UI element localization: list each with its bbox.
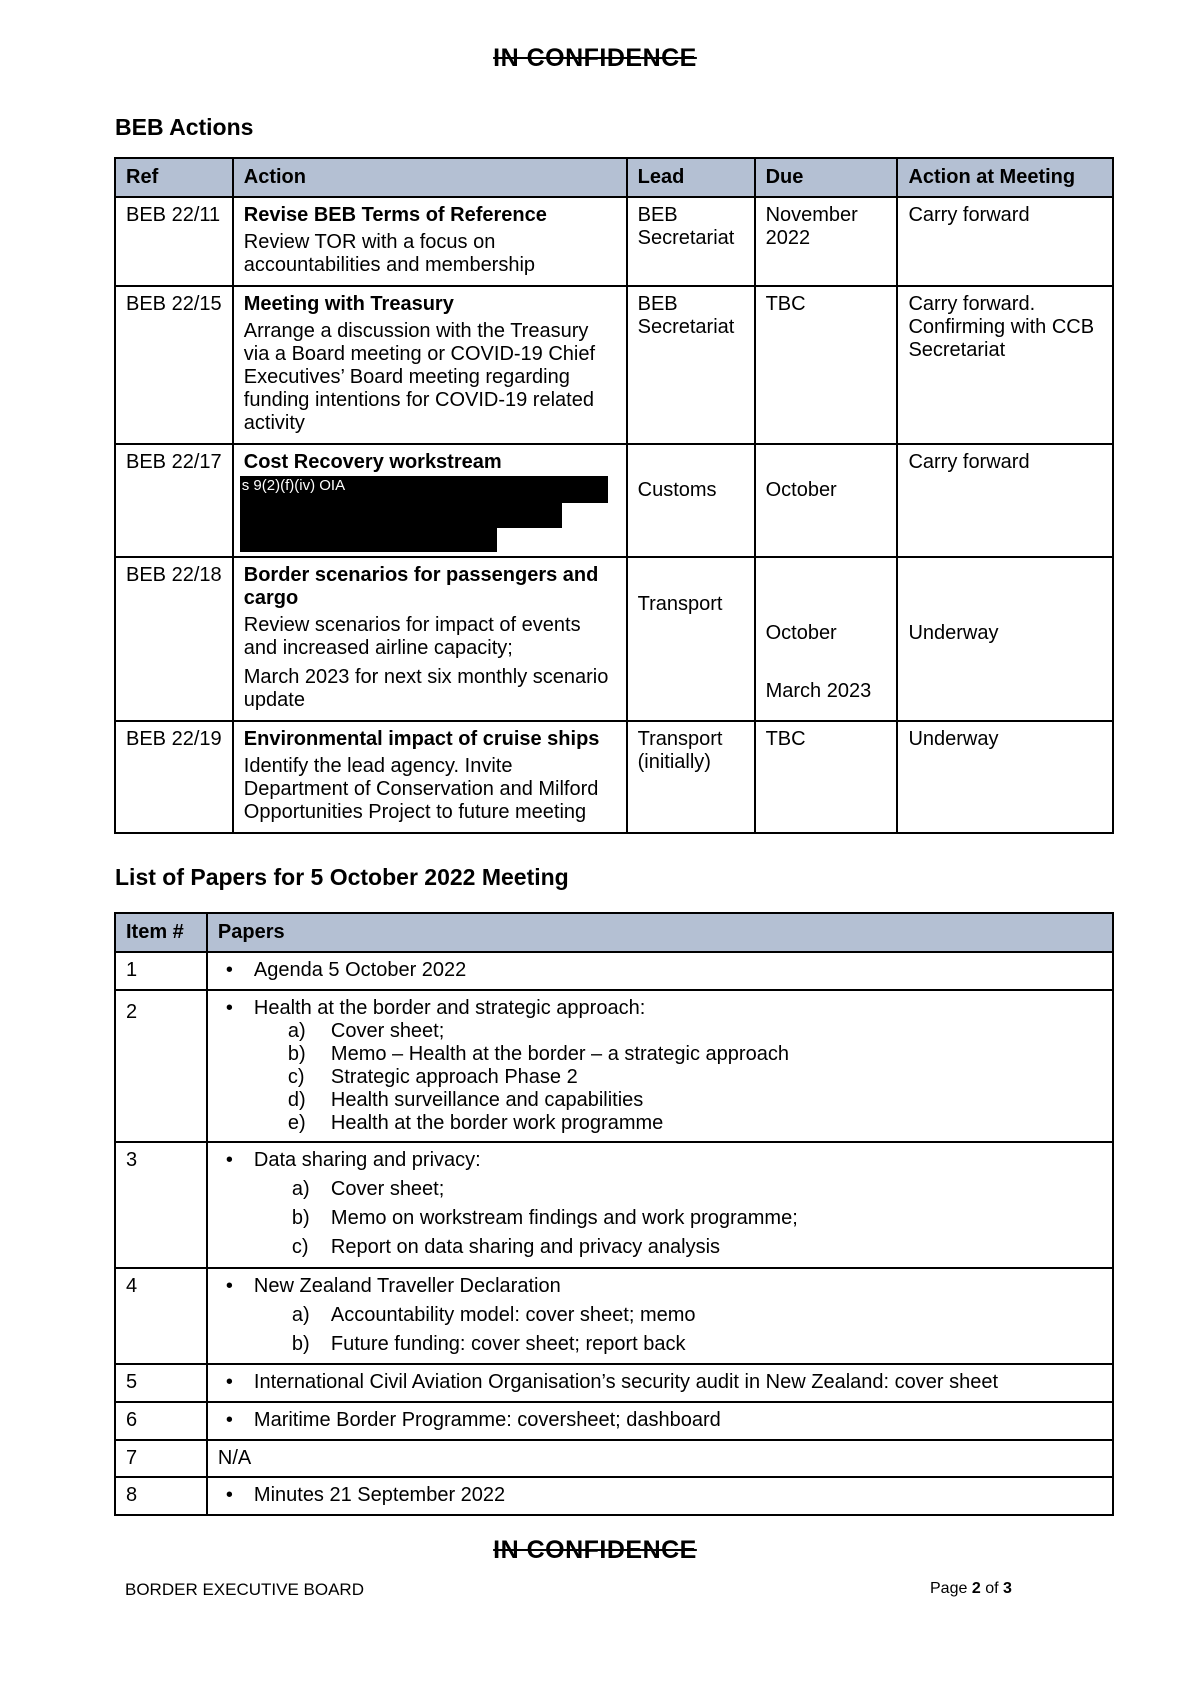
sub-item: b) Memo – Health at the border – a strategic approach [287,1043,789,1065]
item-number: 8 [115,1477,207,1515]
col-header-papers: Papers [207,913,1113,952]
ref-cell: BEB 22/19 [115,721,233,833]
lead-text: Customs [637,479,717,501]
bullet-icon: • [225,1371,233,1393]
action-cell [233,557,627,721]
paper-cell [207,990,1113,1142]
sub-item: d) Health surveillance and capabilities [287,1089,644,1111]
beb-actions-table [114,157,1114,834]
beb-actions-heading: BEB Actions [115,114,254,140]
table-row [115,1477,1113,1515]
table-row [115,990,1113,1142]
paper-cell [207,1402,1113,1440]
bullet-icon: • [225,1409,233,1431]
item-number: 6 [115,1402,207,1440]
col-header-ref: Ref [115,158,233,197]
papers-heading: List of Papers for 5 October 2022 Meeting [115,864,569,890]
sub-item: a) Cover sheet; [291,1178,445,1200]
action-title: Meeting with Treasury [243,293,454,315]
paper-text: New Zealand Traveller Declaration [253,1275,561,1297]
table-row [115,1268,1113,1364]
paper-cell [207,1477,1113,1515]
lead-text: Transport [637,593,723,615]
item-number: 5 [115,1364,207,1402]
redaction-label: s 9(2)(f)(iv) OIA [241,477,346,494]
paper-cell: N/A [207,1440,1113,1477]
status-text: Underway [908,622,999,644]
item-number: 4 [115,1268,207,1364]
sub-item: c) Report on data sharing and privacy analysis [291,1236,721,1258]
bullet-icon: • [225,1484,233,1506]
ref-cell: BEB 22/18 [115,557,233,721]
classification-footer: IN CONFIDENCE [493,1536,697,1564]
status-cell: Carry forward [897,444,1113,557]
action-description: Identify the lead agency. Invite Department of Conservation and Milford Opportunities Project to future meeting [243,755,599,823]
sub-item: e) Health at the border work programme [287,1112,664,1134]
action-cell [233,444,627,557]
action-title: Environmental impact of cruise ships [243,728,600,750]
status-cell: Underway [897,721,1113,833]
table-row [115,952,1113,990]
table-row [115,1440,1113,1477]
status-cell: Carry forward. Confirming with CCB Secretariat [897,286,1113,444]
table-header-row [115,158,1113,197]
paper-cell [207,1142,1113,1268]
col-header-item: Item # [115,913,207,952]
col-header-action-at-meeting: Action at Meeting [897,158,1113,197]
action-title: Cost Recovery workstream [243,451,502,473]
paper-cell [207,952,1113,990]
status-cell: Carry forward [897,197,1113,286]
paper-text: Agenda 5 October 2022 [253,959,467,981]
table-row [115,1142,1113,1268]
action-title: Border scenarios for passengers and cargo [243,564,599,609]
table-row [115,721,1113,833]
col-header-lead: Lead [627,158,755,197]
action-cell [233,197,627,286]
paper-text: Minutes 21 September 2022 [253,1484,506,1506]
table-row [115,1364,1113,1402]
due-text: October [765,622,837,644]
due-cell: November 2022 [755,197,898,286]
table-row [115,286,1113,444]
table-header-row [115,913,1113,952]
page-number: Page 2 of 3 [930,1580,1012,1597]
col-header-due: Due [755,158,898,197]
redaction-bar [240,503,562,528]
lead-cell: BEB Secretariat [627,286,755,444]
paper-text: International Civil Aviation Organisation’s security audit in New Zealand: cover sheet [253,1371,999,1393]
sub-item: a) Accountability model: cover sheet; memo [291,1304,696,1326]
item-number: 7 [115,1440,207,1477]
paper-text: Health at the border and strategic approach: [253,997,646,1019]
due-text: October [765,479,837,501]
ref-cell: BEB 22/11 [115,197,233,286]
classification-header: IN CONFIDENCE [493,44,697,72]
due-cell: TBC [755,721,898,833]
action-description: Arrange a discussion with the Treasury via a Board meeting or COVID-19 Chief Executives’ Board meeting regarding funding intentions for COVID-19 related activity [243,320,596,434]
sub-list [218,1178,1102,1259]
table-row [115,557,1113,721]
status-cell [897,557,1113,721]
due-cell [755,444,898,557]
sub-list [218,1304,1102,1356]
table-row [115,444,1113,557]
sub-item: b) Future funding: cover sheet; report back [291,1333,686,1355]
ref-cell: BEB 22/17 [115,444,233,557]
due-cell: TBC [755,286,898,444]
bullet-icon: • [225,1275,233,1297]
table-row [115,197,1113,286]
papers-table [114,912,1114,1516]
action-description: Review TOR with a focus on accountabilities and membership [243,231,536,276]
bullet-icon: • [225,997,233,1019]
redaction-bar [240,528,497,552]
due-text-secondary: March 2023 [765,680,872,702]
lead-cell [627,444,755,557]
paper-text: Maritime Border Programme: coversheet; dashboard [253,1409,721,1431]
action-title: Revise BEB Terms of Reference [243,204,547,226]
footer-organisation: BORDER EXECUTIVE BOARD [125,1580,364,1599]
bullet-icon: • [225,959,233,981]
sub-item: b) Memo on workstream findings and work programme; [291,1207,798,1229]
due-cell [755,557,898,721]
lead-cell [627,557,755,721]
ref-cell: BEB 22/15 [115,286,233,444]
sub-list [218,1020,1102,1135]
action-description: Review scenarios for impact of events and increased airline capacity; [243,614,581,659]
sub-item: a) Cover sheet; [287,1020,445,1042]
lead-cell: BEB Secretariat [627,197,755,286]
action-cell [233,286,627,444]
action-cell [233,721,627,833]
paper-text: Data sharing and privacy: [253,1149,481,1171]
table-row [115,1402,1113,1440]
paper-cell [207,1364,1113,1402]
redaction-block [241,476,616,550]
item-number: 3 [115,1142,207,1268]
lead-cell: Transport (initially) [627,721,755,833]
item-number: 1 [115,952,207,990]
col-header-action: Action [233,158,627,197]
sub-item: c) Strategic approach Phase 2 [287,1066,578,1088]
paper-cell [207,1268,1113,1364]
item-number: 2 [115,990,207,1142]
action-description: March 2023 for next six monthly scenario update [243,666,609,711]
bullet-icon: • [225,1149,233,1171]
